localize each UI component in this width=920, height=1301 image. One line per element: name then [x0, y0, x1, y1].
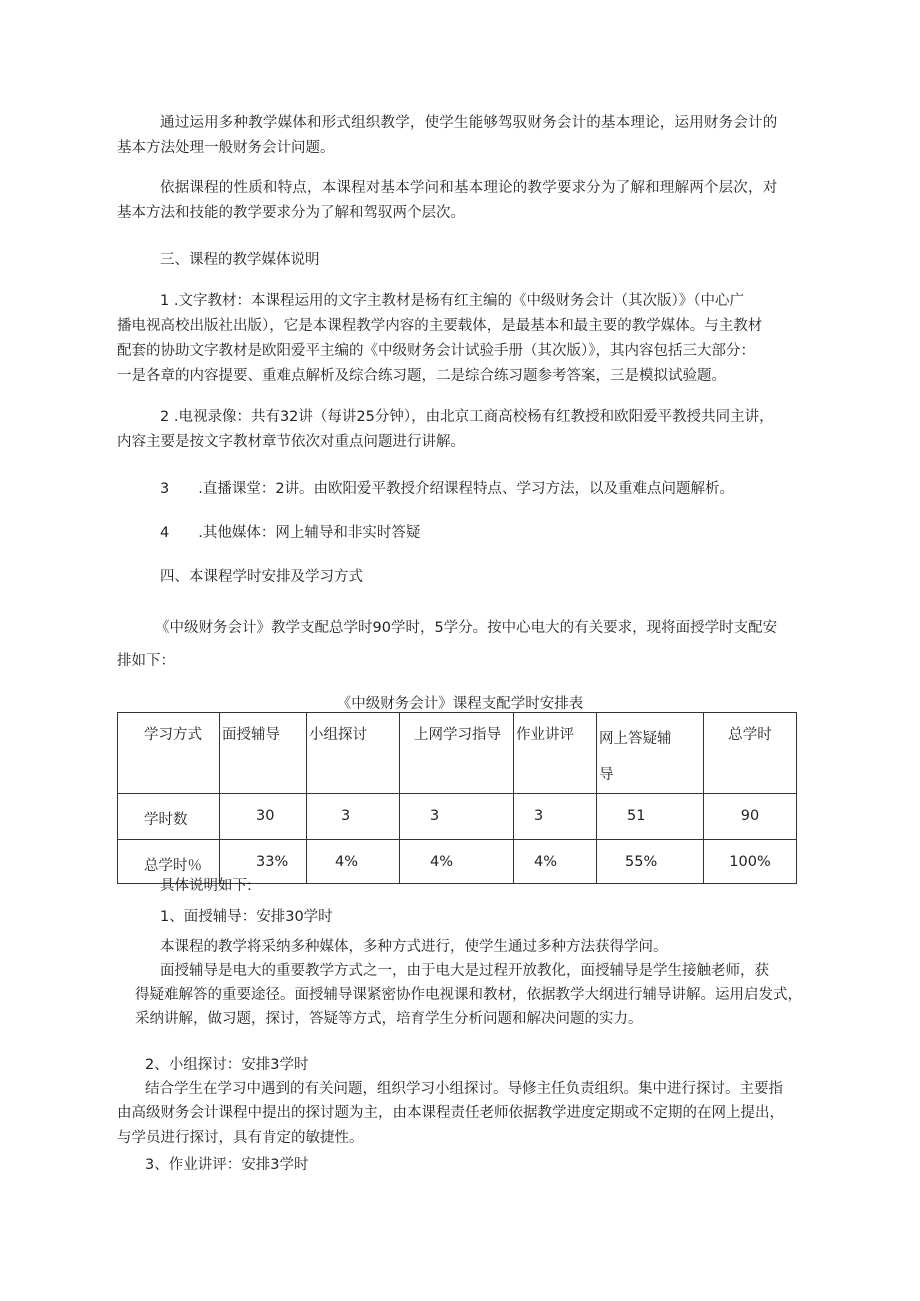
- paragraph-line: 1 .文字教材：本课程运用的文字主教材是杨有红主编的《中级财务会计（其次版）》（中心广: [160, 293, 744, 309]
- table-cell: 面授辅导: [220, 713, 307, 794]
- table-cell: 4%: [514, 840, 597, 884]
- table-cell: 学习方式: [118, 713, 220, 794]
- table-cell: 90: [704, 794, 797, 840]
- paragraph-line: 配套的协助文字教材是欧阳爱平主编的《中级财务会计试验手册（其次版）》，其内容包括三大部分：: [117, 343, 755, 359]
- paragraph-line: 得疑难解答的重要途径。面授辅导课紧密协作电视课和教材，依据教学大纲进行辅导讲解。运用启发式，: [135, 987, 802, 1003]
- table-cell: 33%: [220, 840, 307, 884]
- paragraph-line: 《中级财务会计》教学支配总学时90学时，5学分。按中心电大的有关要求，现将面授学时支配安: [155, 620, 778, 636]
- table-cell: 30: [220, 794, 307, 840]
- paragraph-line: 结合学生在学习中遇到的有关问题，组织学习小组探讨。导修主任负责组织。集中进行探讨。主要指: [145, 1081, 783, 1097]
- section-heading: 三、课程的教学媒体说明: [160, 252, 320, 268]
- paragraph-line: 内容主要是按文字教材章节依次对重点问题进行讲解。: [117, 434, 465, 450]
- table-cell: 3: [307, 794, 400, 840]
- paragraph-line: 4 .其他媒体：网上辅导和非实时答疑: [160, 525, 421, 541]
- table-cell: 作业讲评: [514, 713, 597, 794]
- paragraph-line: 3 .直播课堂：2讲。由欧阳爱平教授介绍课程特点、学习方法，以及重难点问题解析。: [160, 481, 735, 497]
- cell-text: 网上答疑辅: [599, 731, 672, 747]
- paragraph-line: 排如下：: [117, 653, 175, 669]
- table-cell: [597, 713, 704, 794]
- table-caption: 《中级财务会计》课程支配学时安排表: [336, 696, 584, 712]
- table-cell: 总学时％: [118, 840, 220, 884]
- table-cell: 3: [514, 794, 597, 840]
- table-cell: 上网学习指导: [400, 713, 514, 794]
- subsection-heading: 1、面授辅导：安排30学时: [160, 909, 333, 925]
- schedule-table: [117, 712, 797, 884]
- paragraph-line: 播电视高校出版社出版），它是本课程教学内容的主要载体，是最基本和最主要的教学媒体。与主教材: [117, 318, 763, 334]
- subsection-heading: 2、小组探讨：安排3学时: [145, 1057, 309, 1073]
- paragraph-line: 具体说明如下:: [160, 878, 252, 894]
- paragraph-line: 基本方法处理一般财务会计问题。: [117, 140, 335, 156]
- table-cell: 学时数: [118, 794, 220, 840]
- paragraph-line: 与学员进行探讨，具有肯定的敏捷性。: [117, 1130, 364, 1146]
- table-cell: 100%: [704, 840, 797, 884]
- table-cell: 3: [400, 794, 514, 840]
- table-row: [118, 794, 797, 840]
- subsection-heading: 3、作业讲评：安排3学时: [145, 1157, 309, 1173]
- cell-text: 导: [599, 767, 614, 783]
- paragraph-line: 一是各章的内容提要、重难点解析及综合练习题，二是综合练习题参考答案，三是模拟试验题。: [117, 368, 726, 384]
- table-cell: 51: [597, 794, 704, 840]
- paragraph-line: 面授辅导是电大的重要教学方式之一，由于电大是过程开放教化，面授辅导是学生接触老师，获: [160, 963, 769, 979]
- paragraph-line: 基本方法和技能的教学要求分为了解和驾驭两个层次。: [117, 205, 465, 221]
- paragraph-line: 依据课程的性质和特点，本课程对基本学问和基本理论的教学要求分为了解和理解两个层次，对: [160, 180, 778, 196]
- table-cell: 小组探讨: [307, 713, 400, 794]
- paragraph-line: 由高级财务会计课程中提出的探讨题为主，由本课程责任老师依据教学进度定期或不定期的在网上提出，: [117, 1105, 784, 1121]
- table-cell: 4%: [307, 840, 400, 884]
- paragraph-line: 采纳讲解，做习题，探讨，答疑等方式，培育学生分析问题和解决问题的实力。: [135, 1011, 643, 1027]
- table-row: [118, 713, 797, 794]
- table-cell: 4%: [400, 840, 514, 884]
- paragraph-line: 2 .电视录像：共有32讲（每讲25分钟），由北京工商高校杨有红教授和欧阳爱平教授共同主讲，: [160, 409, 774, 425]
- paragraph-line: 本课程的教学将采纳多种媒体，多种方式进行，使学生通过多种方法获得学问。: [160, 939, 668, 955]
- paragraph-line: 通过运用多种教学媒体和形式组织教学，使学生能够驾驭财务会计的基本理论，运用财务会计的: [160, 115, 778, 131]
- table-cell: 55%: [597, 840, 704, 884]
- section-heading: 四、本课程学时安排及学习方式: [160, 569, 363, 585]
- table-cell: 总学时: [704, 713, 797, 794]
